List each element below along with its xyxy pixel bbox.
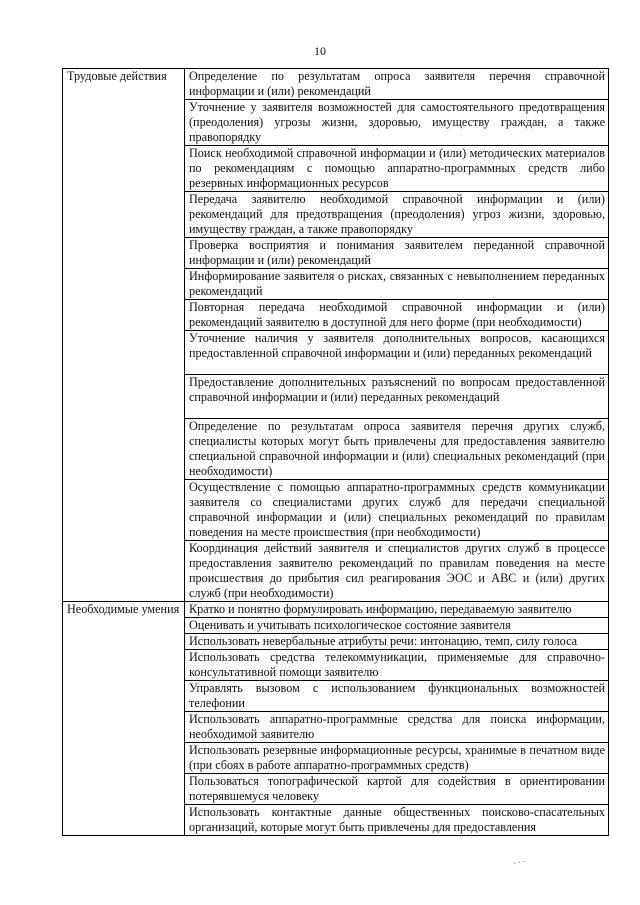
table-row: [63, 69, 609, 100]
table-row: [63, 602, 609, 618]
table-cell: Оценивать и учитывать психологическое состояние заявителя: [185, 618, 609, 634]
section-label-required-skills: Необходимые умения: [63, 602, 185, 836]
table-cell: Кратко и понятно формулировать информацию, передаваемую заявителю: [185, 602, 609, 618]
table-cell: Информирование заявителя о рисках, связанных с невыполнением переданных рекомендаций: [185, 269, 609, 300]
table-cell: Осуществление с помощью аппаратно-программных средств коммуникации заявителя со специалистами других служб для передачи специальной справочной информации и (или) специальных рекомендаций по правилам поведения на месте происшествия (при необходимости): [185, 480, 609, 541]
table-cell: Поиск необходимой справочной информации и (или) методических материалов по рекомендациям с помощью аппаратно-программных средств либо резервных информационных ресурсов: [185, 146, 609, 192]
competency-table: [62, 68, 609, 836]
scan-artifact-mark: ⋰: [511, 855, 527, 871]
table-cell: Определение по результатам опроса заявителя перечня справочной информации и (или) рекомендаций: [185, 69, 609, 100]
table-cell: Уточнение наличия у заявителя дополнительных вопросов, касающихся предоставленной справочной информации и (или) переданных рекомендаций: [185, 331, 609, 375]
page-number: 10: [314, 44, 326, 58]
table-cell: Повторная передача необходимой справочной информации и (или) рекомендаций заявителю в доступной для него форме (при необходимости): [185, 300, 609, 331]
table-cell: Управлять вызовом с использованием функциональных возможностей телефонии: [185, 681, 609, 712]
table-cell: Предоставление дополнительных разъяснений по вопросам предоставленной справочной информации и (или) переданных рекомендаций: [185, 375, 609, 419]
table-cell: Использовать резервные информационные ресурсы, хранимые в печатном виде (при сбоях в работе аппаратно-программных средств): [185, 743, 609, 774]
table-cell: Использовать контактные данные общественных поисково-спасательных организаций, которые могут быть привлечены для предоставления: [185, 805, 609, 836]
table-cell: Координация действий заявителя и специалистов других служб в процессе предоставления заявителю рекомендаций по правилам поведения на месте происшествия до прибытия сил реагирования ЭОС и АВС и (или) других служб (при необходимости): [185, 541, 609, 602]
table-cell: Передача заявителю необходимой справочной информации и (или) рекомендаций для предотвращения (преодоления) угроз жизни, здоровью, имуществу граждан, а также правопорядку: [185, 192, 609, 238]
table-cell: Определение по результатам опроса заявителя перечня других служб, специалисты которых могут быть привлечены для предоставления заявителю специальной справочной информации и (или) специальных рекомендаций (при необходимости): [185, 419, 609, 480]
table-cell: Использовать аппаратно-программные средства для поиска информации, необходимой заявителю: [185, 712, 609, 743]
table-cell: Уточнение у заявителя возможностей для самостоятельного предотвращения (преодоления) угрозы жизни, здоровью, имуществу граждан, а также правопорядку: [185, 100, 609, 146]
section-label-labor-actions: Трудовые действия: [63, 69, 185, 602]
table-cell: Использовать невербальные атрибуты речи: интонацию, темп, силу голоса: [185, 634, 609, 650]
table-cell: Проверка восприятия и понимания заявителем переданной справочной информации и (или) рекомендаций: [185, 238, 609, 269]
table-cell: Пользоваться топографической картой для содействия в ориентировании потерявшемуся человеку: [185, 774, 609, 805]
table-cell: Использовать средства телекоммуникации, применяемые для справочно-консультативной помощи заявителю: [185, 650, 609, 681]
